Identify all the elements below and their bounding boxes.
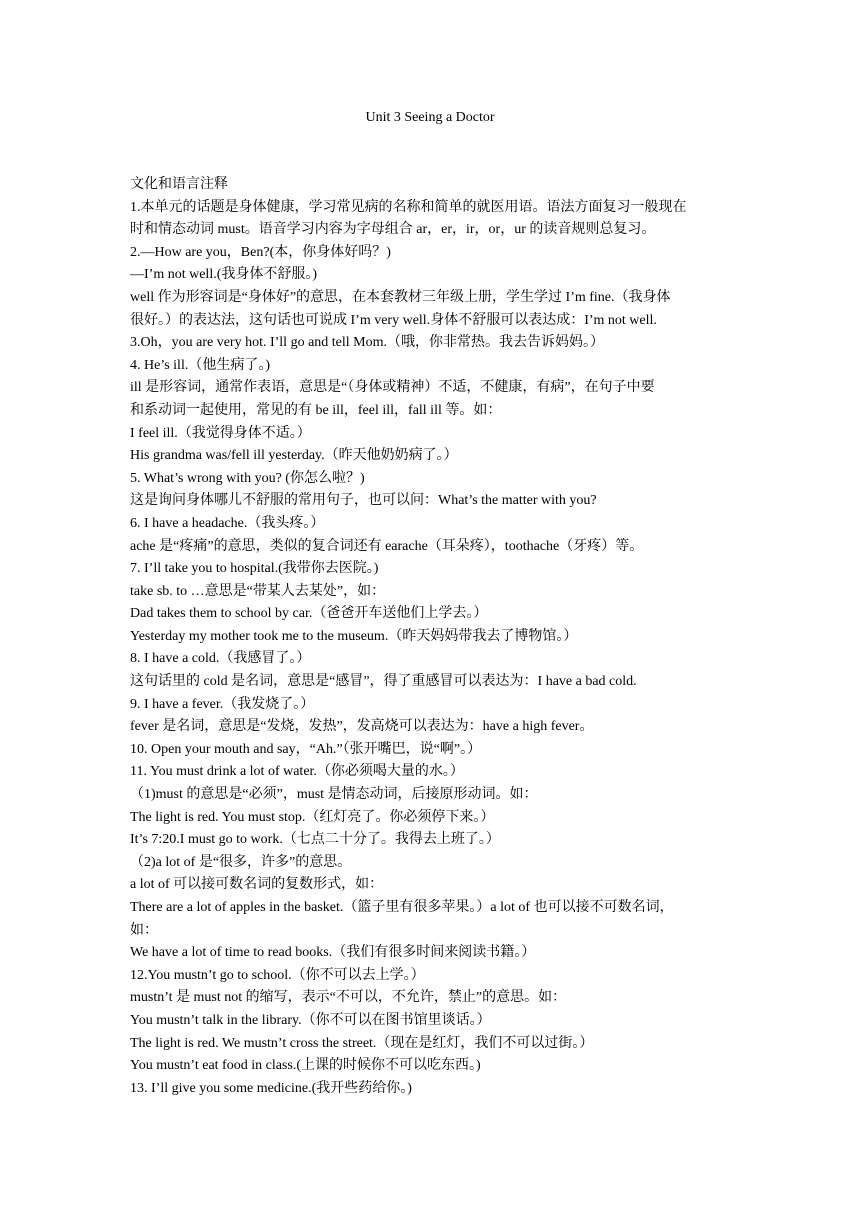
text-line: His grandma was/fell ill yesterday.（昨天他奶奶病了。） <box>130 448 458 464</box>
text-line: 13. I’ll give you some medicine.(我开些药给你。) <box>130 1080 412 1096</box>
text-line: （1)must 的意思是“必须”，must 是情态动词，后接原形动词。如： <box>130 787 538 803</box>
text-line: 7. I’ll take you to hospital.(我带你去医院。) <box>130 561 379 577</box>
text-line: 8. I have a cold.（我感冒了。） <box>130 651 311 667</box>
text-line: fever 是名词，意思是“发烧，发热”，发高烧可以表达为：have a high fever。 <box>130 719 594 735</box>
text-line: （2)a lot of 是“很多，许多”的意思。 <box>130 854 352 870</box>
text-line: You mustn’t eat food in class.(上课的时候你不可以吃东西。) <box>130 1058 481 1074</box>
text-line: a lot of 可以接可数名词的复数形式，如： <box>130 877 384 893</box>
text-line: I feel ill.（我觉得身体不适。） <box>130 425 311 441</box>
text-line: 很好。）的表达法，这句话也可说成 I’m very well.身体不舒服可以表达成：I’m not well. <box>130 312 657 328</box>
text-line: 这句话里的 cold 是名词，意思是“感冒”，得了重感冒可以表达为：I have a bad cold. <box>130 674 637 690</box>
text-line: 文化和语言注释 <box>130 177 228 192</box>
text-line: 如： <box>130 922 158 938</box>
text-line: 这是询问身体哪儿不舒服的常用句子，也可以问：What’s the matter with you? <box>130 493 597 509</box>
text-line: You mustn’t talk in the library.（你不可以在图书馆里谈话。） <box>130 1012 491 1028</box>
text-line: mustn’t 是 must not 的缩写，表示“不可以，不允许，禁止”的意思。如： <box>130 990 567 1006</box>
text-line: take sb. to …意思是“带某人去某处”，如： <box>130 583 386 599</box>
text-line: 9. I have a fever.（我发烧了。） <box>130 696 315 712</box>
document-body <box>130 174 735 1100</box>
text-line: —I’m not well.(我身体不舒服。) <box>130 267 318 283</box>
text-line: It’s 7:20.I must go to work.（七点二十分了。我得去上班了。） <box>130 832 500 848</box>
text-line: ill 是形容词，通常作表语，意思是“（身体或精神）不适，不健康，有病”，在句子中要 <box>130 380 655 396</box>
text-line: ache 是“疼痛”的意思，类似的复合词还有 earache（耳朵疼），toothache（牙疼）等。 <box>130 538 644 554</box>
text-line: Dad takes them to school by car.（爸爸开车送他们上学去。） <box>130 606 488 622</box>
text-line: There are a lot of apples in the basket.（篮子里有很多苹果。）a lot of 也可以接不可数名词， <box>130 900 674 915</box>
text-line: 3.Oh，you are very hot. I’ll go and tell Mom.（哦，你非常热。我去告诉妈妈。） <box>130 335 605 351</box>
text-line: 6. I have a headache.（我头疼。） <box>130 515 325 531</box>
text-line: 5. What’s wrong with you? (你怎么啦？) <box>130 470 365 486</box>
page-title: Unit 3 Seeing a Doctor <box>365 110 495 125</box>
text-line: The light is red. We mustn’t cross the street.（现在是红灯，我们不可以过街。） <box>130 1035 594 1051</box>
text-line: 1.本单元的话题是身体健康，学习常见病的名称和简单的就医用语。语法方面复习一般现在 <box>130 199 687 215</box>
text-line: 4. He’s ill.（他生病了。) <box>130 357 270 373</box>
text-line: Yesterday my mother took me to the museum.（昨天妈妈带我去了博物馆。） <box>130 628 578 644</box>
text-line: We have a lot of time to read books.（我们有很多时间来阅读书籍。） <box>130 945 536 961</box>
text-line: 10. Open your mouth and say，“Ah.”（张开嘴巴，说“啊”。） <box>130 741 482 757</box>
text-line: 2.—How are you，Ben?(本，你身体好吗？) <box>130 244 391 260</box>
text-line: 和系动词一起使用，常见的有 be ill，feel ill，fall ill 等。如： <box>130 402 502 418</box>
text-line: 12.You mustn’t go to school.（你不可以去上学。） <box>130 967 425 983</box>
text-line: The light is red. You must stop.（红灯亮了。你必须停下来。） <box>130 809 495 825</box>
text-line: 时和情态动词 must。语音学习内容为字母组合 ar，er，ir，or，ur 的读音规则总复习。 <box>130 222 656 238</box>
text-line: 11. You must drink a lot of water.（你必须喝大量的水。） <box>130 764 464 780</box>
text-line: well 作为形容词是“身体好”的意思，在本套教材三年级上册，学生学过 I’m fine.（我身体 <box>130 289 671 305</box>
